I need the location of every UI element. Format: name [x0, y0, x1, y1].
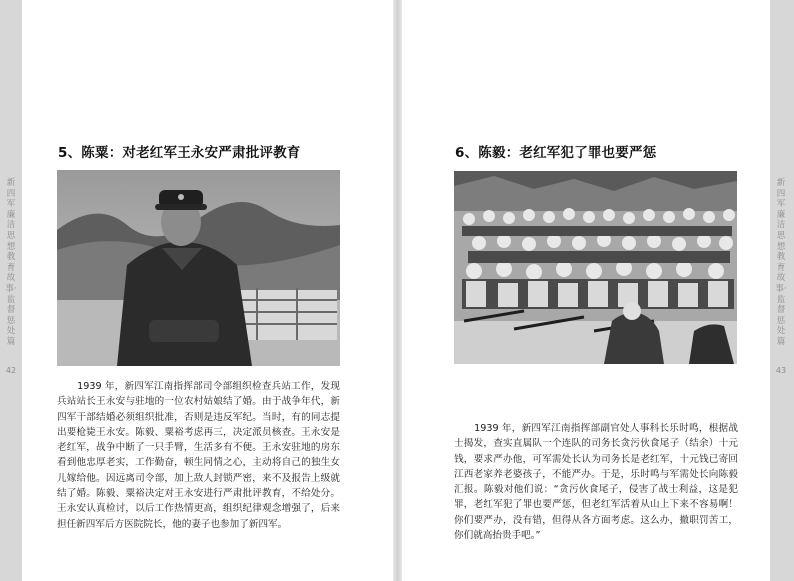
right-section-title: 6、陈毅：老红军犯了罪也要严惩 [455, 145, 657, 161]
right-story-paragraph: 1939 年，新四军江南指挥部副官处人事科长乐时鸣，根据战士揭发，查实直属队一个连队的司务长贪污伙食尾子（结余）十元钱，要求严办他，可军需处长认为司务长是老红军，十元钱已寄回江西老家养老婆孩子，不能严办。于是，乐时鸣与军需处长向陈毅汇报。陈毅对他们说：“贪污伙食尾子，侵害了战士利益，这是犯罪，老红军犯了罪也要严惩，但老红军活着从山上下来不容易啊！你们要严办，没有错，但得从各方面考虑。这么办，撤职罚苦工，你们就高抬贵手吧。” [454, 423, 738, 542]
right-running-header: 新四军廉洁思想教育故事·监督惩处篇 [775, 178, 787, 347]
book-gutter [393, 0, 402, 581]
right-story-text [454, 421, 738, 543]
right-page-number: 43 [775, 366, 787, 375]
left-page-number: 42 [5, 366, 17, 375]
left-story-text [57, 379, 340, 532]
left-running-header: 新四军廉洁思想教育故事·监督惩处篇 [5, 178, 17, 347]
soldiers-group-photo [454, 171, 737, 364]
left-section-title: 5、陈粟：对老红军王永安严肃批评教育 [58, 145, 301, 161]
left-story-paragraph: 1939 年，新四军江南指挥部司令部组织检查兵站工作，发现兵站站长王永安与驻地的一位农村姑娘结了婚。由于战争年代，新四军干部结婚必须组织批准，否则是违反军纪。当时，有的同志提出要枪毙王永安。陈毅、粟裕考虑再三，决定派员核查。王永安是老红军，战争中断了一只手臂，生活多有不便。王永安驻地的房东看到他忠厚老实，工作勤奋，顿生同情之心，主动将自己的独生女儿嫁给他。因远离司令部，加上敌人封锁严密，来不及报告上级就结了婚。陈毅、粟裕决定对王永安进行严肃批评教育，不给处分。王永安认真检讨，以后工作热情更高，组织纪律观念增强了，后来担任新四军后方医院院长，他的妻子也参加了新四军。 [57, 381, 340, 530]
soldier-portrait-photo [57, 170, 340, 366]
